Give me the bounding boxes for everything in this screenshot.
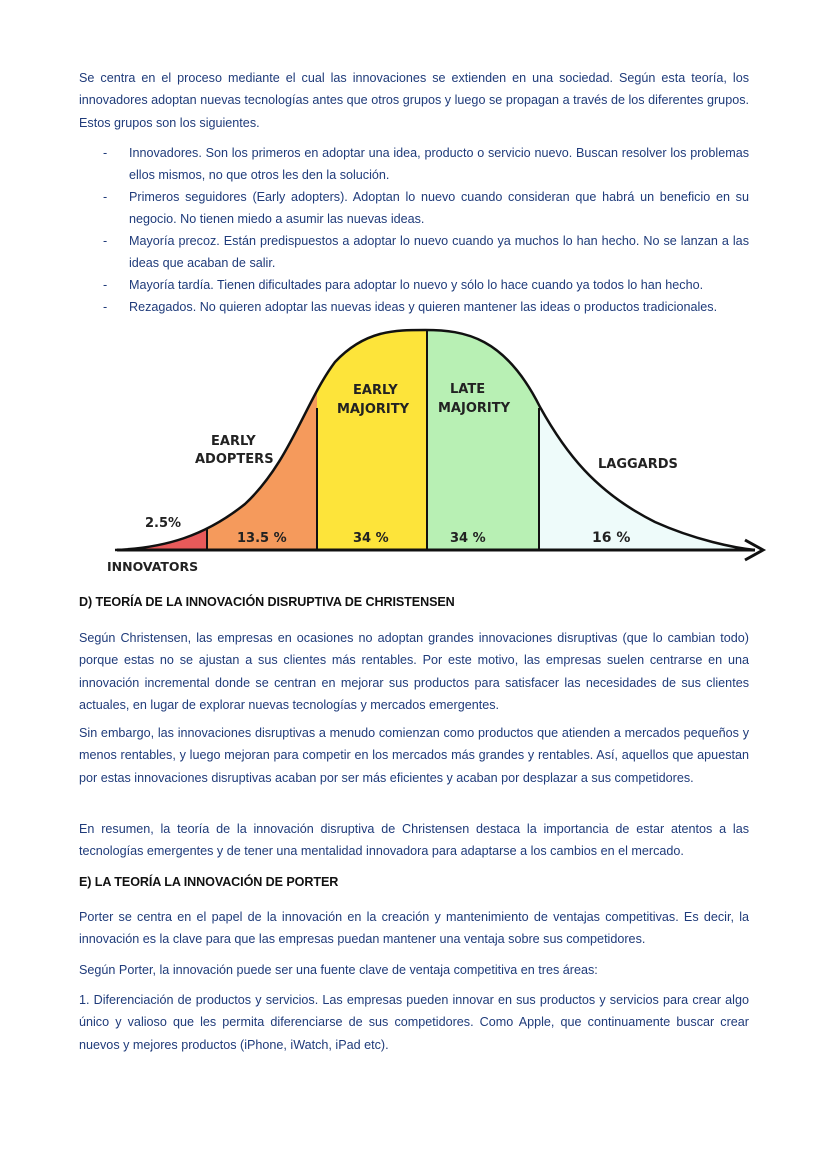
- bullet-dash: -: [103, 234, 108, 248]
- late-majority-label-2: MAJORITY: [438, 401, 511, 416]
- laggards-label: LAGGARDS: [598, 457, 678, 472]
- late-majority-label: LATE: [450, 382, 486, 397]
- section-d-paragraph-3: En resumen, la teoría de la innovación disruptiva de Christensen destaca la importancia de estar atentos a las tecnologías emergentes y de tener una mentalidad innovadora para adaptarse a los cambios en el mercado.: [79, 822, 749, 859]
- innovators-pct: 2.5%: [145, 516, 182, 531]
- list-item: - Primeros seguidores (Early adopters). Adoptan lo nuevo cuando consideran que habrá un beneficio en su negocio. No tienen miedo a asumir las nuevas ideas.: [79, 186, 749, 230]
- laggards-pct: 16 %: [592, 530, 631, 546]
- section-e-paragraph-2: Según Porter, la innovación puede ser una fuente clave de ventaja competitiva en tres áreas:: [79, 963, 598, 977]
- innovators-label: INNOVATORS: [107, 559, 199, 574]
- bullet-dash: -: [103, 146, 108, 160]
- section-e-heading: E) LA TEORÍA LA INNOVACIÓN DE PORTER: [79, 875, 339, 889]
- early-majority-label-2: MAJORITY: [337, 402, 410, 417]
- section-e-paragraph-3: 1. Diferenciación de productos y servicios. Las empresas pueden innovar en sus productos y servicios para crear algo único y valioso que les permita diferenciarse de sus competidores. Como Apple, que continuamente buscar crear nuevos y mejores productos (iPhone, iWatch, iPad etc).: [79, 993, 749, 1052]
- late-majority-pct: 34 %: [450, 531, 486, 546]
- list-item: - Innovadores. Son los primeros en adoptar una idea, producto o servicio nuevo. Buscan resolver los problemas ellos mismos, no que otros les den la solución.: [79, 142, 749, 186]
- late-majority-region: [427, 322, 539, 552]
- intro-paragraph: Se centra en el proceso mediante el cual las innovaciones se extienden en una sociedad. Según esta teoría, los innovadores adoptan nuevas tecnologías antes que otros grupos y luego se propagan a través de los diferentes grupos. Estos grupos son los siguientes.: [79, 71, 749, 130]
- early-adopters-pct: 13.5 %: [237, 531, 287, 546]
- diffusion-curve-diagram: [95, 322, 775, 582]
- bullet-dash: -: [103, 278, 108, 292]
- section-d-paragraph-1: Según Christensen, las empresas en ocasiones no adoptan grandes innovaciones disruptivas (que lo cambian todo) porque estas no se ajustan a sus clientes más rentables. Por este motivo, las empresas suelen centrarse en una innovación incremental donde se centran en mejorar sus productos para satisfacer las necesidades de sus clientes actuales, en lugar de explorar nuevas tecnologías y mercados emergentes.: [79, 631, 749, 713]
- adopter-groups-list: [79, 142, 749, 318]
- early-majority-pct: 34 %: [353, 531, 389, 546]
- list-item: - Mayoría tardía. Tienen dificultades para adoptar lo nuevo y sólo lo hace cuando ya todos lo han hecho.: [79, 274, 749, 296]
- section-e-paragraph-1: Porter se centra en el papel de la innovación en la creación y mantenimiento de ventajas competitivas. Es decir, la innovación es la clave para que las empresas puedan mantener una ventaja sobre sus competidores.: [79, 910, 749, 947]
- early-majority-label: EARLY: [353, 383, 398, 398]
- list-item: - Rezagados. No quieren adoptar las nuevas ideas y quieren mantener las ideas o productos tradicionales.: [79, 296, 749, 318]
- list-item: - Mayoría precoz. Están predispuestos a adoptar lo nuevo cuando ya muchos lo han hecho. No se lanzan a las ideas que acaban de salir.: [79, 230, 749, 274]
- early-adopters-label-2: ADOPTERS: [195, 452, 274, 467]
- section-d-heading: D) TEORÍA DE LA INNOVACIÓN DISRUPTIVA DE CHRISTENSEN: [79, 595, 455, 609]
- early-majority-region: [317, 322, 427, 552]
- section-d-paragraph-2: Sin embargo, las innovaciones disruptivas a menudo comienzan como productos que atienden a mercados pequeños y menos rentables, y luego mejoran para competir en los mercados más grandes y rentables. Así, aquellos que apuestan por estas innovaciones disruptivas acaban por ser más eficientes y acaban por desplazar a sus competidores.: [79, 726, 749, 785]
- bullet-dash: -: [103, 300, 108, 314]
- bullet-dash: -: [103, 190, 108, 204]
- early-adopters-label: EARLY: [211, 434, 256, 449]
